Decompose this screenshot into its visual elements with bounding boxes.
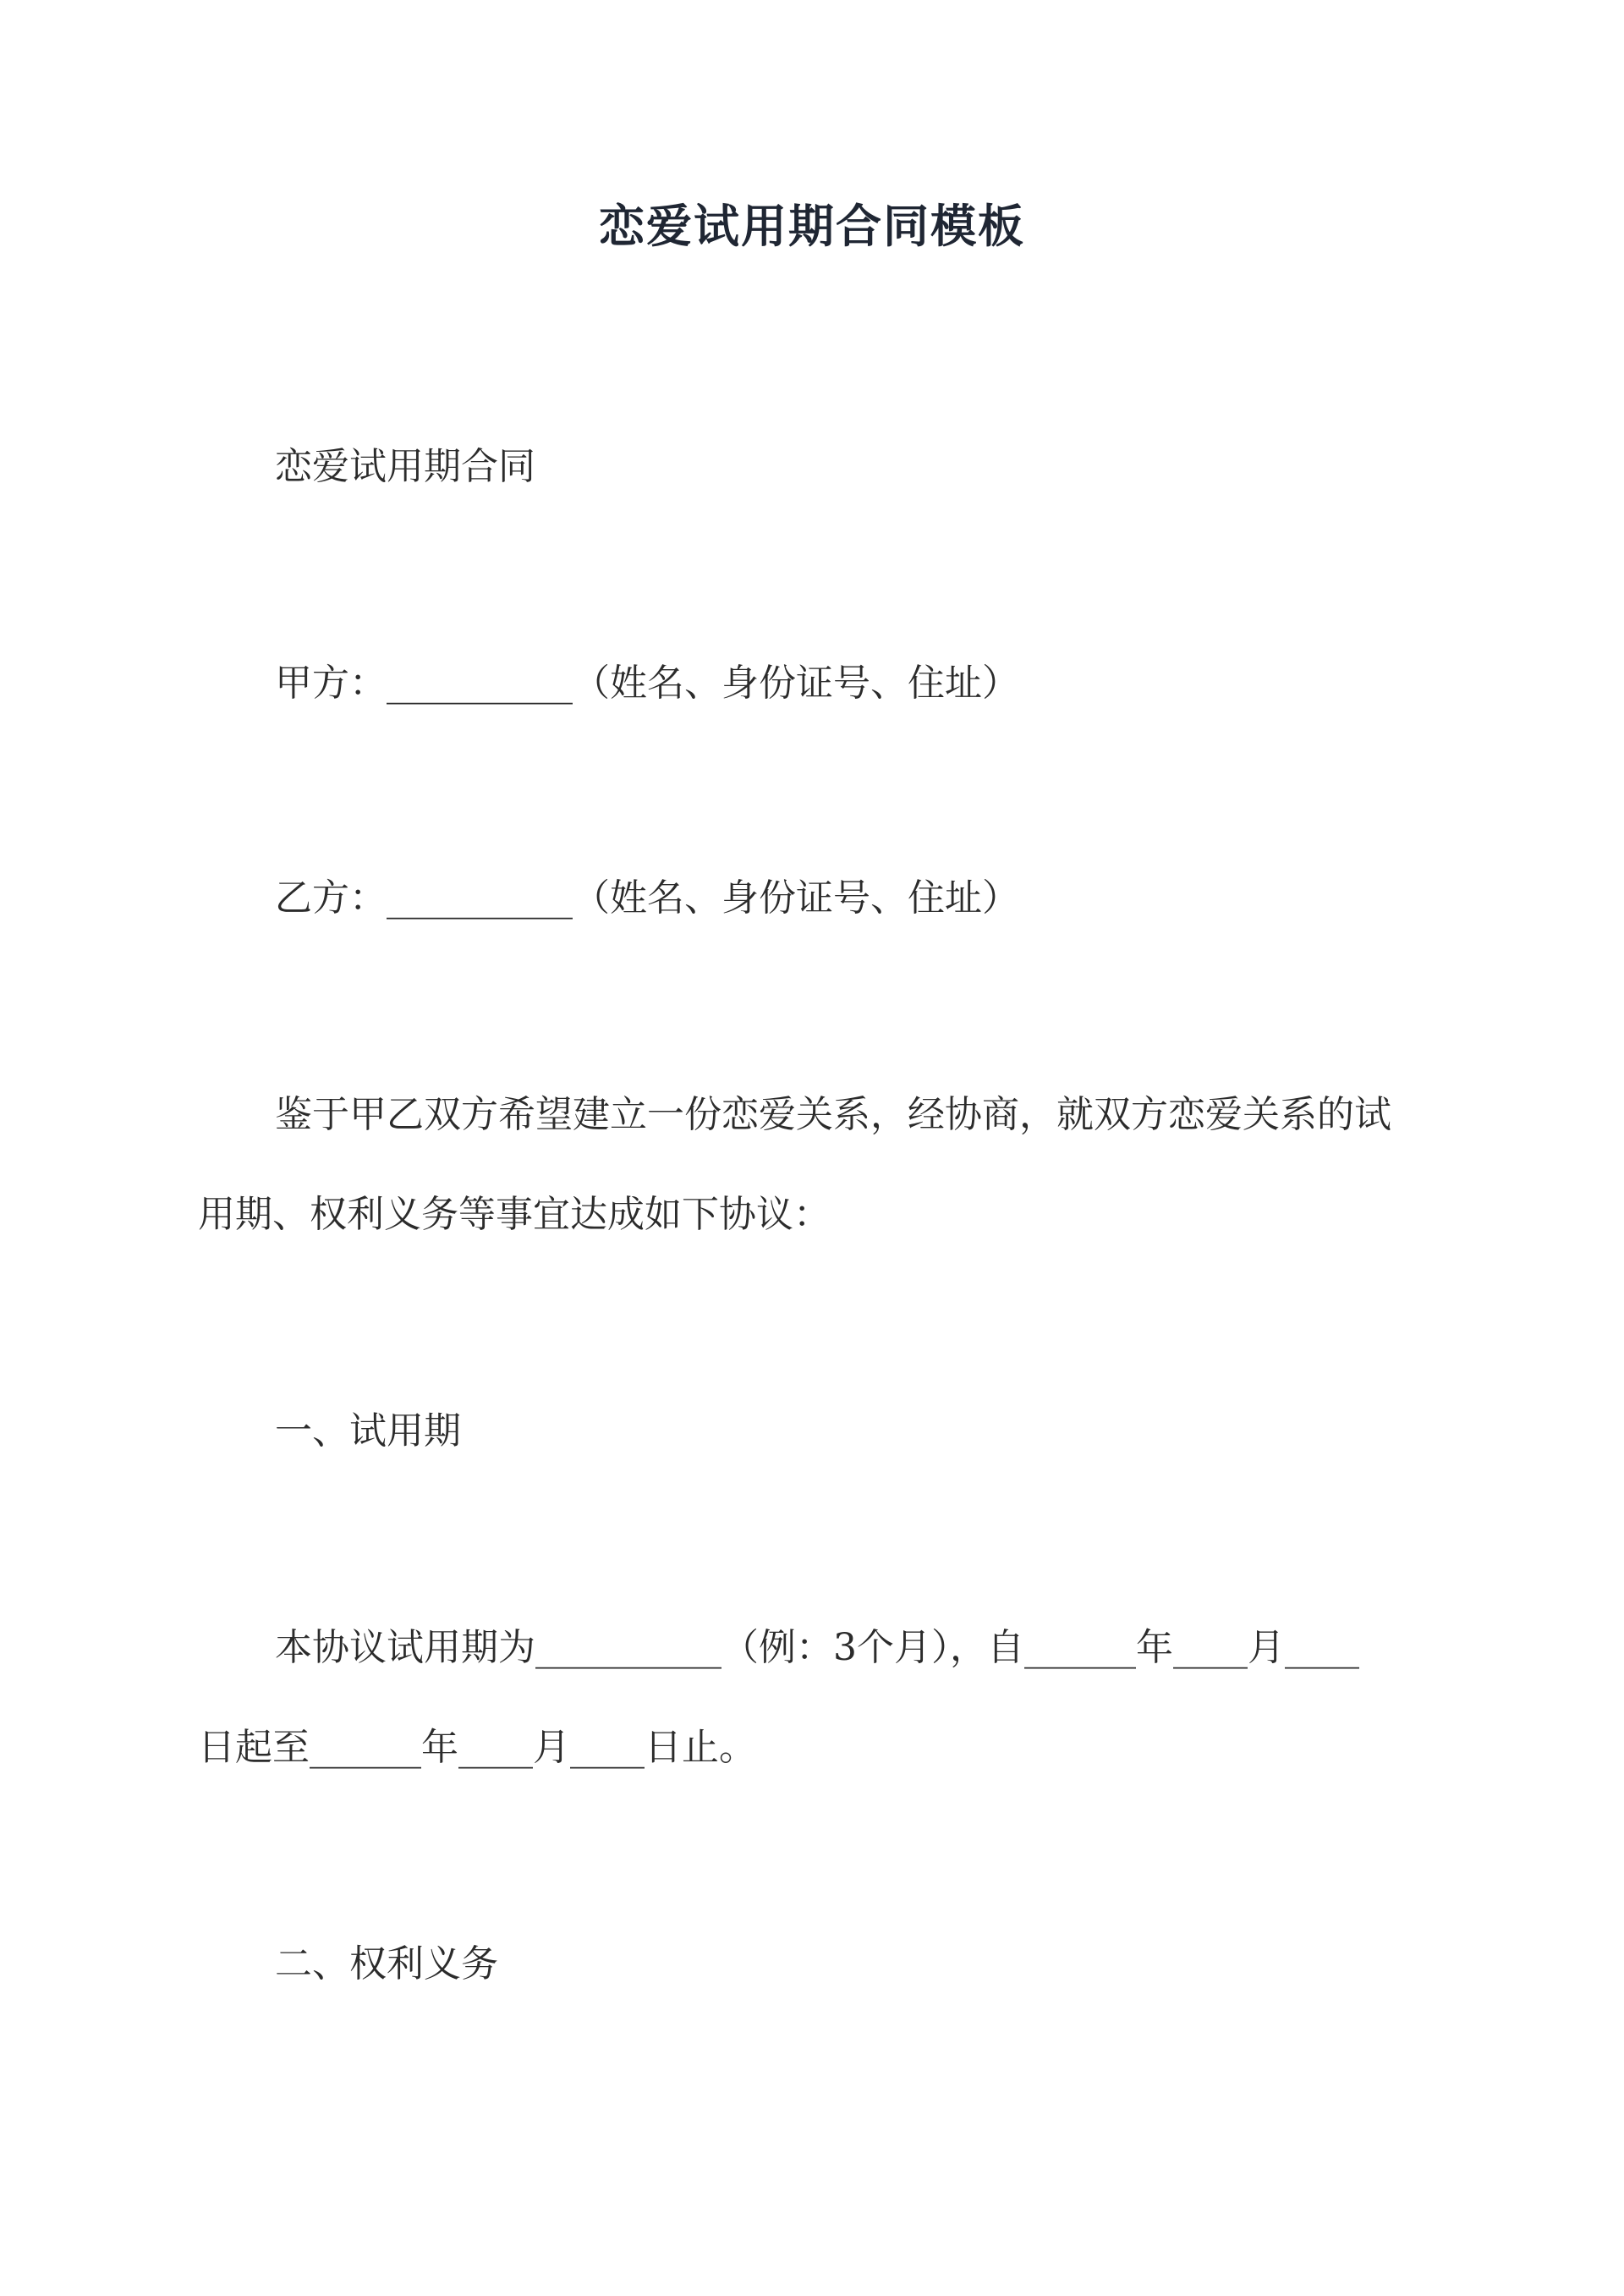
party-a-line: 甲方：__________（姓名、身份证号、住址） xyxy=(275,662,1019,705)
section-2-heading: 二、权利义务 xyxy=(275,1942,498,1986)
preamble-line-2: 用期、权利义务等事宜达成如下协议： xyxy=(198,1193,831,1236)
contract-subtitle: 恋爱试用期合同 xyxy=(275,445,535,488)
section-1-line-2: 日起至______年____月____日止。 xyxy=(198,1726,756,1769)
party-b-line: 乙方：__________（姓名、身份证号、住址） xyxy=(275,876,1019,920)
document-title: 恋爱试用期合同模板 xyxy=(599,199,1025,253)
section-1-heading: 一、试用期 xyxy=(275,1409,461,1453)
section-1-line-1: 本协议试用期为__________（例：3个月），自______年____月____ xyxy=(275,1626,1359,1669)
preamble-line-1: 鉴于甲乙双方希望建立一份恋爱关系，经协商，就双方恋爱关系的试 xyxy=(275,1093,1391,1136)
